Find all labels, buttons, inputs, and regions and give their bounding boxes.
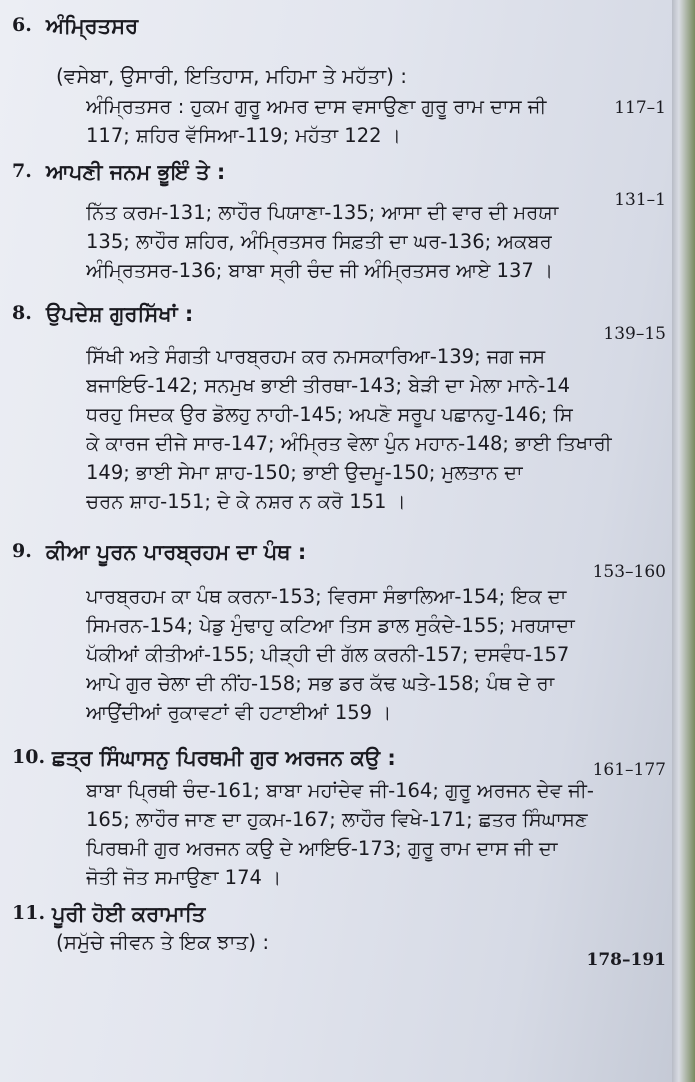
section-number: 10. xyxy=(12,746,46,768)
toc-section-11 xyxy=(12,902,666,982)
entry-line: ਧਰਹੁ ਸਿਦਕ ਉਰ ਡੋਲਹੁ ਨਾਹੀ-145; ਅਪਣੋ ਸਰੂਪ ਪਛਾਨਹੁ-146; ਸਿ xyxy=(86,403,573,426)
section-entries xyxy=(86,342,666,516)
entry-line: ਅੰਮ੍ਰਿਤਸਰ-136; ਬਾਬਾ ਸ੍ਰੀ ਚੰਦ ਜੀ ਅੰਮ੍ਰਿਤਸਰ ਆਏ 137 । xyxy=(86,259,554,282)
section-title: ਪੂਰੀ ਹੋਈ ਕਰਾਮਾਤਿ xyxy=(52,902,206,926)
section-subtitle: (ਸਮੁੱਚੇ ਜੀਵਨ ਤੇ ਇਕ ਝਾਤ) : xyxy=(56,930,270,954)
entry-line: ਜੋਤੀ ਜੋਤ ਸਮਾਉਣਾ 174 । xyxy=(86,866,282,889)
section-title: ਆਪਣੀ ਜਨਮ ਭੂਇੰ ਤੇ : xyxy=(46,160,226,184)
toc-section-9 xyxy=(12,540,666,738)
page-range: 161–177 xyxy=(592,760,666,780)
section-entries xyxy=(86,582,666,727)
entry-line: 135; ਲਾਹੌਰ ਸ਼ਹਿਰ, ਅੰਮ੍ਰਿਤਸਰ ਸਿਫ਼ਤੀ ਦਾ ਘਰ-136; ਅਕਬਰ xyxy=(86,230,552,253)
page-range: 117–1 xyxy=(614,98,666,118)
page-range: 131–1 xyxy=(614,190,666,210)
page-edge xyxy=(672,0,695,1082)
toc-section-6 xyxy=(12,14,666,160)
entry-line: ਸਿੱਖੀ ਅਤੇ ਸੰਗਤੀ ਪਾਰਬ੍ਰਹਮ ਕਰ ਨਮਸਕਾਰਿਆ-139; ਜਗ ਜਸ xyxy=(86,345,546,368)
entry-line: 165; ਲਾਹੌਰ ਜਾਣ ਦਾ ਹੁਕਮ-167; ਲਾਹੌਰ ਵਿਖੇ-171; ਛਤਰ ਸਿੰਘਾਸਣ xyxy=(86,808,588,831)
section-title: ਛਤ੍ਰ ਸਿੰਘਾਸਨੁ ਪਿਰਥਮੀ ਗੁਰ ਅਰਜਨ ਕਉ : xyxy=(52,746,396,770)
section-number: 8. xyxy=(12,302,32,324)
page-range: 139–15 xyxy=(603,324,666,344)
section-number: 6. xyxy=(12,14,32,36)
page-range: 153–160 xyxy=(592,562,666,582)
entry-line: 149; ਭਾਈ ਸੇਮਾ ਸ਼ਾਹ-150; ਭਾਈ ਉਦਮੂ-150; ਮੁਲਤਾਨ ਦਾ xyxy=(86,461,523,484)
section-number: 11. xyxy=(12,902,46,924)
page-range: 178–191 xyxy=(586,950,666,970)
section-number: 9. xyxy=(12,540,32,562)
section-entries xyxy=(86,92,666,150)
entry-line: ਅੰਮ੍ਰਿਤਸਰ : ਹੁਕਮ ਗੁਰੂ ਅਮਰ ਦਾਸ ਵਸਾਉਣਾ ਗੁਰੂ ਰਾਮ ਦਾਸ ਜੀ xyxy=(86,95,547,118)
entry-line: ਆਉਂਦੀਆਂ ਰੁਕਾਵਟਾਂ ਵੀ ਹਟਾਈਆਂ 159 । xyxy=(86,701,392,724)
entry-line: ਬਜਾਇਓ-142; ਸਨਮੁਖ ਭਾਈ ਤੀਰਥਾ-143; ਬੇੜੀ ਦਾ ਮੇਲਾ ਮਾਨੇ-14 xyxy=(86,374,571,397)
entry-line: ਬਾਬਾ ਪ੍ਰਿਥੀ ਚੰਦ-161; ਬਾਬਾ ਮਹਾਂਦੇਵ ਜੀ-164; ਗੁਰੂ ਅਰਜਨ ਦੇਵ ਜੀ- xyxy=(86,779,594,802)
entry-line: ਚਰਨ ਸ਼ਾਹ-151; ਦੇ ਕੇ ਨਸ਼ਰ ਨ ਕਰੋ 151 । xyxy=(86,490,406,513)
entry-line: ਨਿੱਤ ਕਰਮ-131; ਲਾਹੌਰ ਪਿਯਾਣਾ-135; ਆਸਾ ਦੀ ਵਾਰ ਦੀ ਮਰਯਾ xyxy=(86,201,559,224)
section-subtitle: (ਵਸੇਬਾ, ਉਸਾਰੀ, ਇਤਿਹਾਸ, ਮਹਿਮਾ ਤੇ ਮਹੱਤਾ) : xyxy=(56,64,407,88)
section-number: 7. xyxy=(12,160,32,182)
entry-line: ਪੱਕੀਆਂ ਕੀਤੀਆਂ-155; ਪੀੜ੍ਹੀ ਦੀ ਗੱਲ ਕਰਨੀ-157; ਦਸਵੰਧ-157 xyxy=(86,643,570,666)
section-title: ਅੰਮ੍ਰਿਤਸਰ xyxy=(46,14,139,38)
section-entries xyxy=(86,198,666,285)
entry-line: 117; ਸ਼ਹਿਰ ਵੱਸਿਆ-119; ਮਹੱਤਾ 122 । xyxy=(86,124,401,147)
entry-line: ਕੇ ਕਾਰਜ ਦੀਜੇ ਸਾਰ-147; ਅੰਮ੍ਰਿਤ ਵੇਲਾ ਪੁੰਨ ਮਹਾਨ-148; ਭਾਈ ਤਿਖਾਰੀ xyxy=(86,432,612,455)
toc-section-7 xyxy=(12,160,666,300)
toc-section-10 xyxy=(12,746,666,896)
section-title: ਉਪਦੇਸ਼ ਗੁਰਸਿੱਖਾਂ : xyxy=(46,302,194,326)
section-title: ਕੀਆ ਪੂਰਨ ਪਾਰਬ੍ਰਹਮ ਦਾ ਪੰਥ : xyxy=(46,540,307,564)
toc-section-8 xyxy=(12,302,666,532)
entry-line: ਸਿਮਰਨ-154; ਪੇਡੁ ਮੁੰਢਾਹੁ ਕਟਿਆ ਤਿਸ ਡਾਲ ਸੁਕੰਦੇ-155; ਮਰਯਾਦਾ xyxy=(86,614,575,637)
entry-line: ਆਪੇ ਗੁਰ ਚੇਲਾ ਦੀ ਨੀਂਹ-158; ਸਭ ਡਰ ਕੱਢ ਘਤੇ-158; ਪੰਥ ਦੇ ਰਾ xyxy=(86,672,555,695)
entry-line: ਪਿਰਥਮੀ ਗੁਰ ਅਰਜਨ ਕਉ ਦੇ ਆਇਓ-173; ਗੁਰੂ ਰਾਮ ਦਾਸ ਜੀ ਦਾ xyxy=(86,837,558,860)
entry-line: ਪਾਰਬ੍ਰਹਮ ਕਾ ਪੰਥ ਕਰਨਾ-153; ਵਿਰਸਾ ਸੰਭਾਲਿਆ-154; ਇਕ ਦਾ xyxy=(86,585,567,608)
section-entries xyxy=(86,776,666,892)
